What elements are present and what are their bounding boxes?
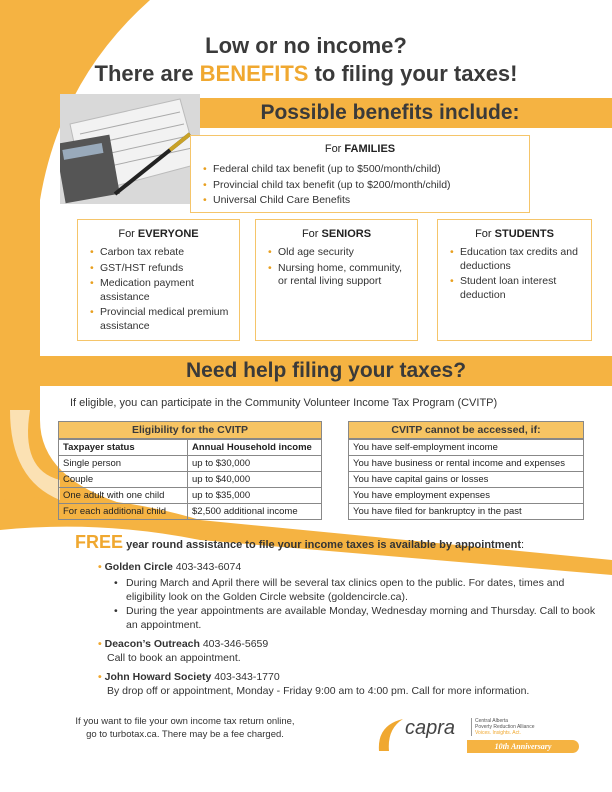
seniors-heading: For SENIORS: [301, 228, 372, 240]
families-heading: For FAMILIES: [324, 143, 396, 155]
eligibility-col-status: Taxpayer status: [59, 440, 188, 456]
students-heading: For STUDENTS: [475, 228, 554, 240]
table-row: Couple up to $40,000: [59, 472, 322, 488]
table-row: Single person up to $30,000: [59, 456, 322, 472]
capra-swoosh-icon: [375, 715, 407, 755]
title-text-pre: There are: [94, 61, 200, 86]
golden-phone: 403-343-6074: [172, 561, 242, 573]
list-item: • GST/HST refunds: [100, 262, 231, 276]
seniors-box: [255, 219, 418, 341]
list-item: • Old age security: [278, 246, 409, 260]
golden-name: Golden Circle: [104, 561, 173, 573]
list-item: • Provincial medical premium assistance: [100, 306, 231, 333]
list-item: • Federal child tax benefit (up to $500/month/child): [213, 163, 521, 177]
list-item: • Student loan interest deduction: [460, 275, 583, 302]
anniversary-ribbon: 10th Anniversary: [467, 740, 579, 753]
service-john-howard: • John Howard Society 403-343-1770 By drop off or appointment, Monday - Friday 9:00 am to 4:00 pm. Call for more information.: [98, 670, 598, 698]
deacon-phone: 403-346-5659: [199, 638, 269, 650]
table-row: You have self-employment income: [349, 440, 584, 456]
capra-wordmark: capra: [405, 717, 456, 739]
everyone-heading: For EVERYONE: [118, 228, 199, 240]
capra-logo: [375, 713, 590, 759]
free-word: FREE: [75, 532, 124, 552]
table-row: [59, 440, 322, 456]
table-row: You have employment expenses: [349, 488, 584, 504]
free-line: [75, 532, 605, 553]
eligibility-title: Eligibility for the CVITP: [58, 421, 322, 439]
turbotax-note: If you want to file your own income tax return online, go to turbotax.ca. There may be a fee charged.: [75, 716, 295, 740]
cannot-table-wrap: [348, 421, 584, 520]
families-box: [190, 135, 530, 213]
service-golden-circle: • Golden Circle 403-343-6074 • During March and April there will be several tax clinics open to the public. For dates, times and eligibility look on the Golden Circle website (goldencircle.ca). • During the year appointments are available Monday, Wednesday morning and Thursday. Call to book an appointment.: [98, 561, 596, 631]
list-item: • Education tax credits and deductions: [460, 246, 583, 273]
table-row: You have filed for bankruptcy in the past: [349, 504, 584, 520]
eligibility-col-income: Annual Household income: [188, 440, 322, 456]
free-text: year round assistance to file your income taxes is available by appointment: [123, 539, 521, 551]
eligibility-table-wrap: [58, 421, 322, 520]
title-text-post: to filing your taxes!: [308, 61, 518, 86]
table-row: You have capital gains or losses: [349, 472, 584, 488]
cannot-title: CVITP cannot be accessed, if:: [348, 421, 584, 439]
capra-tagline: Central Alberta Poverty Reduction Alliance Voices. Insights. Act.: [471, 718, 534, 736]
title-line-1: Low or no income?: [205, 33, 407, 58]
eligibility-table: [58, 439, 322, 520]
john-desc: By drop off or appointment, Monday - Friday 9:00 am to 4:00 pm. Call for more information.: [107, 685, 530, 697]
golden-detail-2: During the year appointments are available Monday, Wednesday morning and Thursday. Call to book an appointment.: [126, 605, 596, 631]
deacon-name: Deacon’s Outreach: [104, 638, 200, 650]
title-line-2: [0, 61, 612, 87]
cannot-table: [348, 439, 584, 520]
service-deacons-outreach: • Deacon’s Outreach 403-346-5659 Call to book an appointment.: [98, 637, 598, 665]
title-benefits: BENEFITS: [199, 61, 309, 86]
everyone-box: [77, 219, 240, 341]
benefits-band-title: Possible benefits include:: [260, 101, 520, 124]
free-colon: :: [520, 539, 525, 551]
cvitp-intro: If eligible, you can participate in the Community Volunteer Income Tax Program (CVITP): [70, 397, 498, 409]
students-box: [437, 219, 592, 341]
table-row: You have business or rental income and expenses: [349, 456, 584, 472]
john-name: John Howard Society: [104, 671, 212, 683]
table-row: For each additional child $2,500 additional income: [59, 504, 322, 520]
list-item: • Nursing home, community, or rental living support: [278, 262, 409, 289]
golden-detail-1: During March and April there will be several tax clinics open to the public. For dates, times and eligibility look on the Golden Circle website (goldencircle.ca).: [126, 577, 565, 603]
help-band-title: Need help filing your taxes?: [185, 359, 467, 382]
john-phone: 403-343-1770: [211, 671, 280, 683]
table-row: One adult with one child up to $35,000: [59, 488, 322, 504]
list-item: • Medication payment assistance: [100, 277, 231, 304]
list-item: • Universal Child Care Benefits: [213, 194, 521, 208]
list-item: • Provincial child tax benefit (up to $200/month/child): [213, 179, 521, 193]
list-item: • Carbon tax rebate: [100, 246, 231, 260]
tax-form-photo: [60, 94, 200, 204]
deacon-desc: Call to book an appointment.: [107, 652, 241, 664]
